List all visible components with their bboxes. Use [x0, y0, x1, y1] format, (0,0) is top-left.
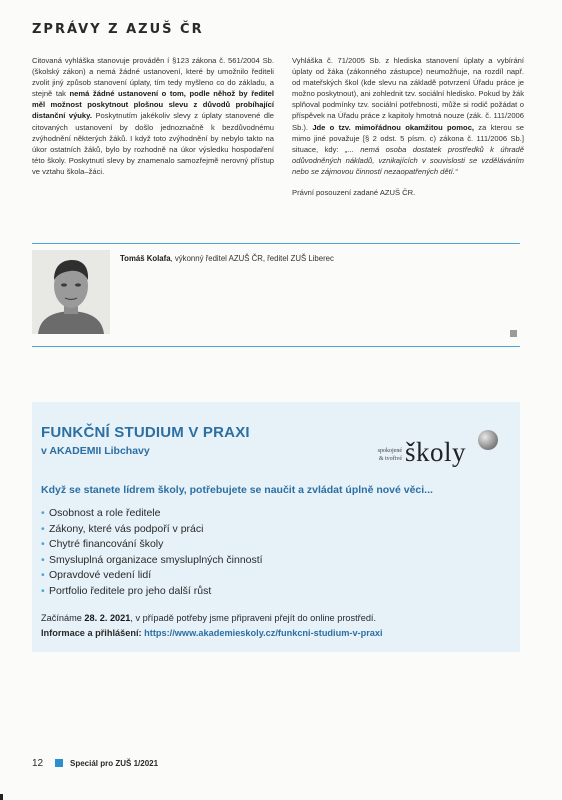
advertisement-box — [32, 402, 520, 652]
divider-bottom — [32, 346, 520, 347]
logo-ball-icon — [478, 430, 498, 450]
ad-lead-text: Když se stanete lídrem školy, potřebujete se naučit a zvládat úplně nové věci... — [41, 484, 433, 496]
logo-wordmark: školy — [405, 437, 467, 467]
list-item-label: Opravdové vedení lidí — [49, 569, 152, 581]
end-mark — [510, 330, 517, 337]
ad-subtitle: v AKADEMII Libchavy — [41, 445, 150, 457]
logo-tagline-line: & tvořivé — [378, 455, 402, 462]
ad-contact-info — [41, 628, 383, 638]
registration-link[interactable]: https://www.akademieskoly.cz/funkcni-studium-v-praxi — [144, 628, 383, 638]
list-item — [41, 522, 263, 538]
start-date: 28. 2. 2021 — [84, 613, 131, 623]
article-column-right — [292, 55, 524, 198]
text-run: za kterou se mimo jiné považuje [§ 2 odst. 5 písm. c) zákona č. 111/2006 Sb.] situace, kdy: — [292, 122, 524, 154]
start-text: Začínáme — [41, 613, 85, 623]
bullet-icon: • — [41, 584, 45, 597]
course-topics-list — [41, 506, 263, 599]
text-run: Vyhláška č. 71/2005 Sb. z hlediska stanovení úplaty a vybírání úplaty od žáka (zákonného zástupce) neumožňuje, na rozdíl např. od mateřských škol (kde slevu na základě potvrzení Úřadu práce je možno poskytnout), ani zohlednit tzv. sociální hledisko. Pokud by žák splňoval podmínky tzv. sociální potřebnosti, může si rodič požádat o příspěvek na Úřadu práce z kapitoly hmotná nouze (zák. č. 111/2006 Sb.). — [292, 56, 525, 132]
section-header: ZPRÁVY Z AZUŠ ČR — [32, 22, 204, 37]
list-item — [41, 506, 263, 522]
article-paragraph — [32, 55, 274, 177]
article-paragraph — [292, 55, 524, 177]
author-role: , výkonný ředitel AZUŠ ČR, ředitel ZUŠ Liberec — [170, 254, 334, 263]
portrait-image — [32, 250, 110, 334]
list-item — [41, 584, 263, 600]
list-item — [41, 553, 263, 569]
bold-text-run: nemá žádné ustanovení o tom, podle něhož by ředitel měl možnost poskytnout plošnou slevu z důvodů probíhající distanční výuky. — [32, 89, 274, 121]
list-item-label: Zákony, které vás podpoří v práci — [49, 522, 204, 535]
text-run: Citovaná vyhláška stanovuje prováděn í §123 zákona č. 561/2004 Sb. (školský zákon) a nemá žádné ustanovení, které by umožnilo řediteli zvolit jiný způsob stanovení úplaty, tím tedy myšleno co do základu, a stejně tak — [32, 56, 274, 99]
footer-publication: Speciál pro ZUŠ 1/2021 — [70, 759, 159, 768]
logo-tagline — [362, 448, 402, 463]
info-label: Informace a přihlášení: — [41, 628, 142, 638]
text-run: Poskytnutím jakékoliv slevy z úplaty stanovené dle citovaných ustanovení by došlo jednoznačně k bezdůvodnému zvýhodnění některých žáků. I když toto zvýhodnění by nebylo takto na úkor ostatních žáků, bylo by rozhodně na úkor výsledku hospodaření této školy. Poskytnutí slevy by znamenalo samozřejmě nerovný přístup ve vztahu škola–žáci. — [32, 111, 274, 176]
bold-text-run: Jde o tzv. mimořádnou okamžitou pomoc, — [312, 122, 475, 132]
author-credit — [120, 254, 334, 263]
list-item-label: Chytré financování školy — [49, 538, 164, 550]
list-item — [41, 537, 263, 553]
logo-tagline-line: spokojené — [377, 448, 402, 454]
bullet-icon: • — [41, 522, 45, 535]
divider-top — [32, 243, 520, 244]
bullet-icon: • — [41, 507, 45, 519]
start-text: , v případě potřeby jsme připraveni přejít do online prostředí. — [130, 613, 377, 623]
bullet-icon: • — [41, 569, 45, 581]
bullet-icon: • — [41, 553, 45, 566]
legal-note: Právní posouzení zadané AZUŠ ČR. — [292, 188, 416, 198]
skoly-logo — [362, 430, 512, 472]
article-column-left — [32, 55, 274, 177]
author-name: Tomáš Kolafa — [120, 254, 171, 263]
ad-title: FUNKČNÍ STUDIUM V PRAXI — [41, 424, 250, 441]
italic-quote: „... nemá osoba dostatek prostředků k úhradě odůvodněných nákladů, vznikajících v souvislosti se vzděláváním nebo se zájmovou činností nezaopatřených dětí.“ — [292, 144, 524, 176]
list-item-label: Osobnost a role ředitele — [49, 507, 161, 519]
list-item-label: Portfolio ředitele pro jeho další růst — [49, 584, 212, 597]
author-photo — [32, 250, 110, 334]
bullet-icon: • — [41, 538, 45, 550]
page-number: 12 — [32, 758, 44, 769]
ad-start-info — [41, 613, 376, 623]
list-item-label: Smysluplná organizace smysluplných činností — [49, 553, 263, 566]
scan-mark — [0, 794, 3, 800]
footer-square-icon — [55, 759, 63, 767]
list-item — [41, 568, 263, 584]
